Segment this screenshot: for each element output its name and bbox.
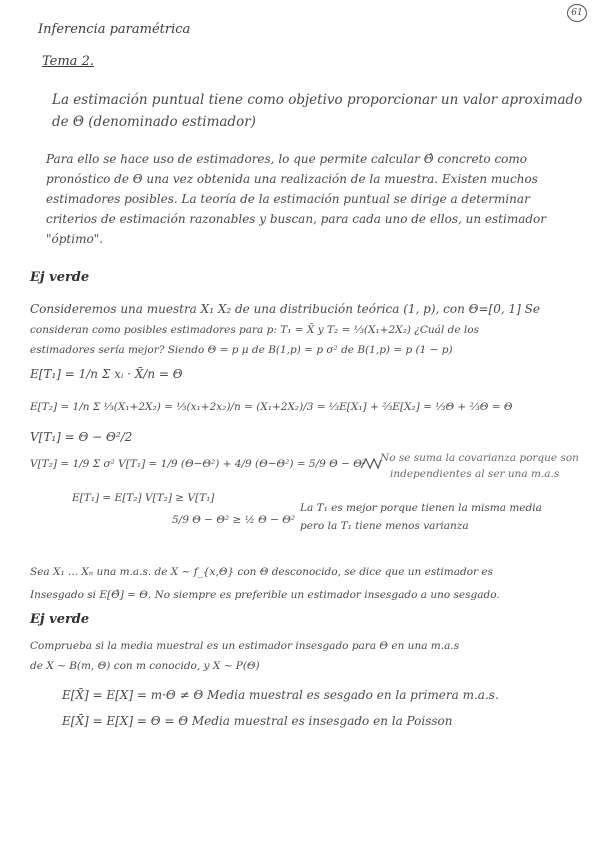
- intro-line-2: de Θ (denominado estimador): [52, 114, 256, 130]
- page-number: 61: [567, 4, 587, 22]
- definition-line-1: Sea X₁ ... Xₙ una m.a.s. de X ~ f_{x,Θ} con Θ desconocido, se dice que un estimador es: [30, 566, 494, 578]
- paragraph-line-3: estimadores posibles. La teoría de la estimación puntual se dirige a determinar: [46, 192, 530, 206]
- intro-line-1: La estimación puntual tiene como objetivo proporcionar un valor aproximado: [52, 92, 583, 108]
- eq-variance-t2: V[T₂] = 1/9 Σ σ² V[T₁] = 1/9 (Θ−Θ²) + 4/9 (Θ−Θ²) = 5/9 Θ − Θ²: [30, 458, 367, 470]
- page-title: Inferencia paramétrica: [38, 22, 191, 37]
- covariance-note-1: No se suma la covarianza porque son: [380, 452, 579, 464]
- conclusion-line-2: pero la T₁ tiene menos varianza: [300, 520, 469, 532]
- compare-equation: E[T₁] = E[T₂] V[T₂] ≥ V[T₁]: [72, 492, 215, 504]
- eq-expectation-t1: E[T₁] = 1/n Σ xᵢ · X̄/n = Θ: [30, 367, 183, 381]
- paragraph-line-4: criterios de estimación razonables y buscan, para cada uno de ellos, un estimador: [46, 212, 546, 226]
- topic-label: Tema 2.: [42, 54, 94, 69]
- paragraph-line-5: "óptimo".: [46, 232, 104, 246]
- scribble-mark: [360, 456, 382, 472]
- eq-variance-t1: V[T₁] = Θ − Θ²/2: [30, 430, 133, 444]
- example-2-eq-2: E[X̄] = E[X] = Θ = Θ Media muestral es insesgado en la Poisson: [62, 714, 453, 728]
- example-1-line-3: estimadores sería mejor? Siendo Θ = p μ de B(1,p) = p σ² de B(1,p) = p (1 − p): [30, 344, 453, 356]
- definition-line-2: Insesgado si E[Θ̂] = Θ. No siempre es preferible un estimador insesgado a uno sesgado.: [30, 589, 500, 601]
- conclusion-line-1: La T₁ es mejor porque tienen la misma media: [300, 502, 542, 514]
- example-2-heading: Ej verde: [30, 612, 90, 627]
- example-1-heading: Ej verde: [30, 270, 90, 285]
- paragraph-line-2: pronóstico de Θ una vez obtenida una realización de la muestra. Existen muchos: [46, 172, 538, 186]
- example-1-line-1: Consideremos una muestra X₁ X₂ de una distribución teórica (1, p), con Θ=[0, 1] Se: [30, 302, 540, 316]
- example-1-line-2: consideran como posibles estimadores para p: T₁ = X̄ y T₂ = ⅓(X₁+2X₂) ¿Cuál de los: [30, 324, 479, 336]
- covariance-note-2: independientes al ser una m.a.s: [390, 468, 560, 480]
- example-2-line-2: de X ~ B(m, Θ) con m conocido, y X ~ P(Θ): [30, 660, 260, 672]
- eq-expectation-t2: E[T₂] = 1/n Σ ⅓(X₁+2X₂) = ⅓(x₁+2x₂)/n = (X₁+2X₂)/3 = ⅓E[X₁] + ⅔E[X₂] = ⅓Θ + ⅔Θ = Θ: [30, 401, 513, 413]
- example-2-line-1: Comprueba si la media muestral es un estimador insesgado para Θ en una m.a.s: [30, 640, 460, 652]
- compare-inequality: 5/9 Θ − Θ² ≥ ½ Θ − Θ²: [172, 514, 296, 526]
- example-2-eq-1: E[X̄] = E[X] = m·Θ ≠ Θ Media muestral es sesgado en la primera m.a.s.: [62, 688, 499, 702]
- paragraph-line-1: Para ello se hace uso de estimadores, lo que permite calcular Θ̂ concreto como: [46, 152, 527, 166]
